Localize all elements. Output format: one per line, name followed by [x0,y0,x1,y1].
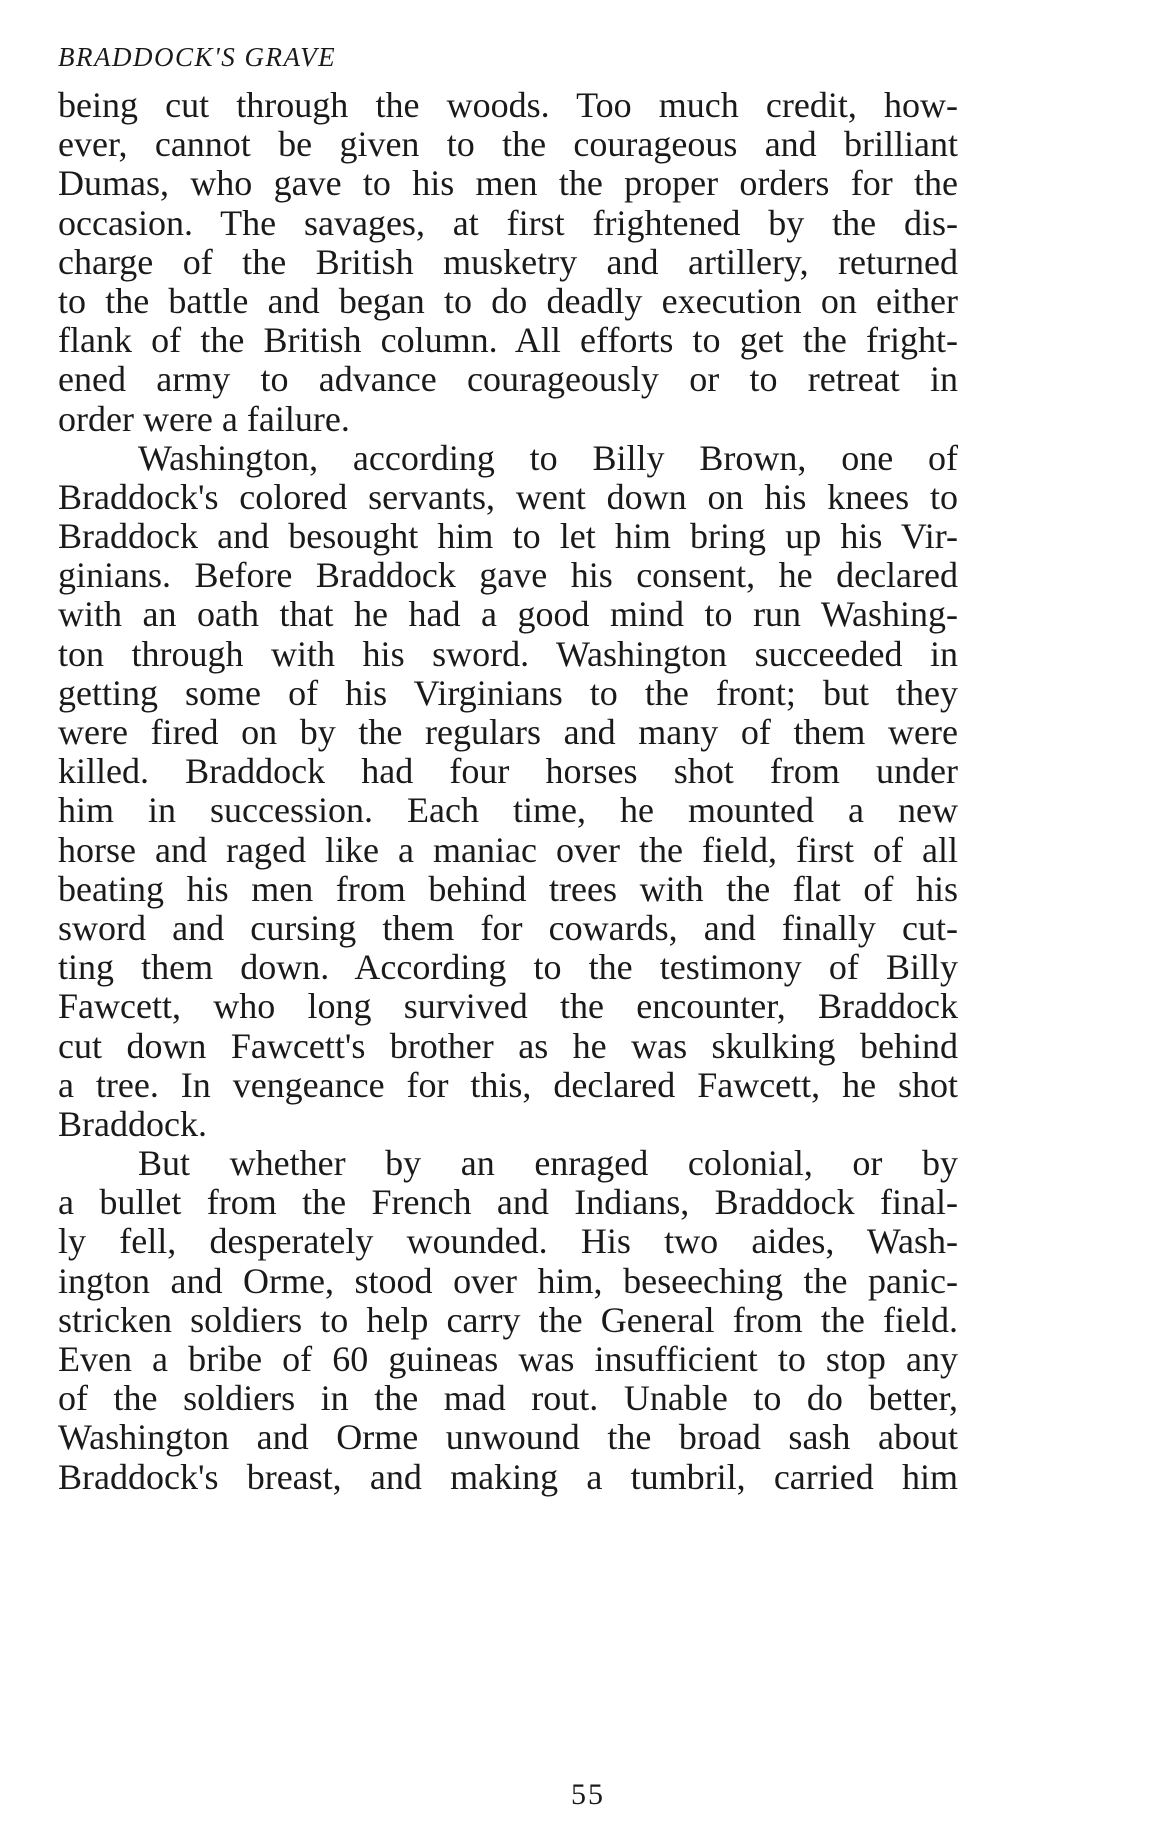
text-line: killed. Braddock had four horses shot from under [58,752,958,792]
text-line: Braddock's colored servants, went down on his knees to [58,477,958,517]
text-line: occasion. The savages, at first frightened by the dis- [58,203,958,243]
text-line: charge of the British musketry and artillery, returned [58,242,958,282]
text-line: flank of the British column. All efforts to get the fright- [58,321,958,361]
paragraph [58,1144,958,1497]
text-line: a tree. In vengeance for this, declared Fawcett, he shot [58,1065,958,1105]
text-line: ened army to advance courageously or to retreat in [58,360,958,400]
text-line: Dumas, who gave to his men the proper orders for the [58,164,958,204]
text-line: sword and cursing them for cowards, and finally cut- [58,908,958,948]
text-line: to the battle and began to do deadly execution on either [58,281,958,321]
text-line: ly fell, desperately wounded. His two aides, Wash- [58,1222,958,1262]
text-line: were fired on by the regulars and many of them were [58,713,958,752]
text-line: Fawcett, who long survived the encounter, Braddock [58,987,958,1027]
text-line: order were a failure. [58,399,350,439]
body-text [58,86,958,1497]
text-line: getting some of his Virginians to the front; but they [58,673,958,713]
paragraph [58,86,958,439]
running-head: BRADDOCK'S GRAVE [58,42,337,72]
text-line: him in succession. Each time, he mounted a new [58,791,958,831]
text-line: with an oath that he had a good mind to run Washing- [58,595,958,635]
text-line: Even a bribe of 60 guineas was insufficient to stop any [58,1340,958,1379]
text-line: being cut through the woods. Too much credit, how- [58,86,958,125]
text-line: horse and raged like a maniac over the field, first of all [58,830,958,870]
page-number: 55 [571,1778,605,1811]
text-line: a bullet from the French and Indians, Braddock final- [58,1183,958,1223]
text-line: But whether by an enraged colonial, or by [138,1144,958,1184]
text-line: Washington, according to Billy Brown, one of [138,438,958,478]
paragraph [58,439,958,1144]
text-line: of the soldiers in the mad rout. Unable to do better, [58,1379,958,1419]
text-line: beating his men from behind trees with the flat of his [58,869,958,909]
text-line: Braddock and besought him to let him bring up his Vir- [58,517,958,557]
text-line: cut down Fawcett's brother as he was skulking behind [58,1026,958,1066]
text-line: Washington and Orme unwound the broad sash about [58,1418,958,1458]
text-line: stricken soldiers to help carry the General from the field. [58,1300,958,1340]
text-line: ington and Orme, stood over him, beseeching the panic- [58,1261,958,1301]
text-line: ever, cannot be given to the courageous and brilliant [58,125,958,165]
text-line: ton through with his sword. Washington succeeded in [58,634,958,674]
text-line: Braddock's breast, and making a tumbril, carried him [58,1457,958,1497]
text-line: Braddock. [58,1104,207,1144]
text-line: ginians. Before Braddock gave his consent, he declared [58,556,958,596]
text-line: ting them down. According to the testimony of Billy [58,948,958,988]
